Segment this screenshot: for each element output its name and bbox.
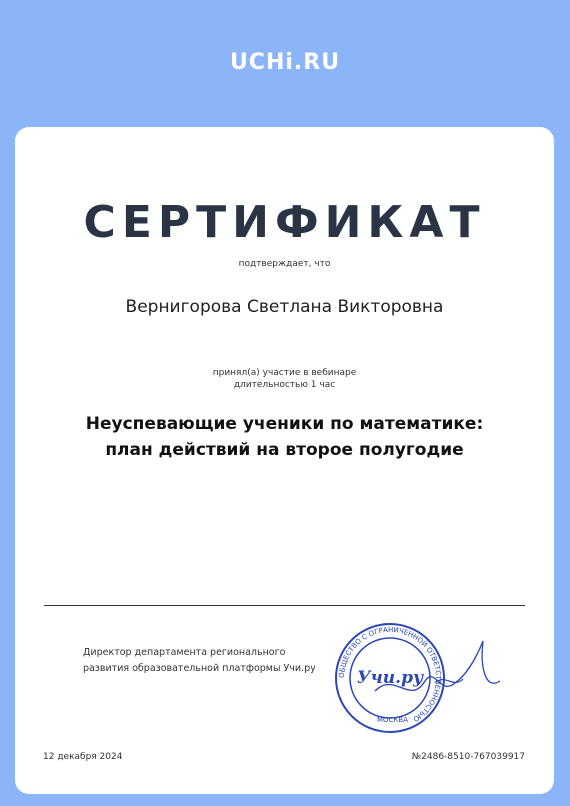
certificate-title: СЕРТИФИКАТ [83, 197, 486, 248]
stamp-seal [315, 621, 515, 740]
signatory-line1: Директор департамента регионального [83, 647, 286, 658]
signatory-line2: развития образовательной платформы Учи.ру [83, 663, 316, 674]
stamp-svg [315, 621, 515, 736]
certificate-number: №2486-8510-767039917 [411, 752, 525, 762]
stamp-center-text: Учи.ру [356, 668, 424, 688]
participation-text: принял(а) участие в вебинаре [212, 368, 357, 378]
issue-date: 12 декабря 2024 [43, 752, 123, 762]
stamp-bottom-text: МОСКВА [377, 716, 408, 724]
certificate-card [15, 127, 554, 794]
webinar-title-line1: Неуспевающие ученики по математике: [85, 414, 484, 434]
uchi-logo: UCHi.RU [229, 50, 341, 75]
stamp-ring-text: ОБЩЕСТВО С ОГРАНИЧЕННОЙ ОТВЕТСТВЕННОСТЬЮ [337, 625, 443, 724]
divider [44, 605, 525, 606]
confirms-text: подтверждает, что [238, 259, 331, 269]
recipient-name: Вернигорова Светлана Викторовна [125, 297, 444, 317]
duration-text: длительностью 1 час [233, 380, 336, 390]
webinar-title-line2: план действий на второе полугодие [105, 440, 464, 460]
signatory-title [83, 645, 316, 677]
webinar-title [15, 411, 554, 463]
